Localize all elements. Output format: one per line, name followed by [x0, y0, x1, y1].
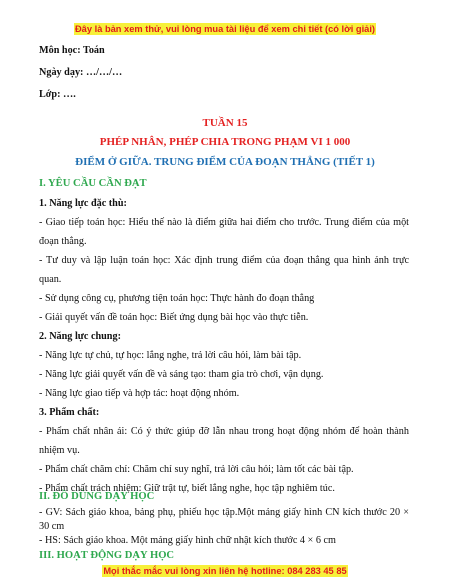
date-line: Ngày dạy: …/…/…: [39, 67, 123, 78]
list-item: - Sử dụng công cụ, phương tiện toán học: Thực hành đo đoạn thẳng: [39, 293, 315, 304]
list-item: 30 cm: [39, 521, 65, 532]
list-item: - HS: Sách giáo khoa. Một mảng giấy hình chữ nhật kích thước 4 × 6 cm: [39, 535, 336, 546]
section-3-heading: III. HOẠT ĐỘNG DẠY HỌC: [39, 550, 175, 561]
subsection-3-heading: 3. Phẩm chất:: [39, 407, 100, 418]
section-1-heading: I. YÊU CẦU CẦN ĐẠT: [39, 178, 147, 189]
week-title: TUẦN 15: [202, 117, 248, 129]
list-item: - Năng lực giải quyết vấn đề và sáng tạo: tham gia trò chơi, vận dụng.: [39, 369, 324, 380]
list-item: - Phẩm chất chăm chỉ: Chăm chỉ suy nghĩ, trả lời câu hỏi; làm tốt các bài tập.: [39, 464, 354, 475]
list-item: - Giải quyết vấn đề toán học: Biết ứng dụng bài học vào thực tiễn.: [39, 312, 309, 323]
class-line: Lớp: ….: [39, 89, 76, 100]
hotline-banner: [0, 566, 450, 576]
lesson-title: ĐIỂM Ở GIỮA. TRUNG ĐIỂM CỦA ĐOẠN THẲNG (TIẾT 1): [75, 156, 375, 168]
preview-notice-banner: [0, 24, 450, 34]
list-item: nhiệm vụ.: [39, 445, 80, 456]
list-item: - Phẩm chất trách nhiệm: Giữ trật tự, biết lắng nghe, học tập nghiêm túc.: [39, 483, 335, 494]
unit-title: PHÉP NHÂN, PHÉP CHIA TRONG PHẠM VI 1 000: [99, 136, 351, 148]
hotline-text: Mọi thắc mắc vui lòng xin liên hệ hotline: 084 283 45 85: [103, 566, 347, 576]
subsection-2-heading: 2. Năng lực chung:: [39, 331, 121, 342]
list-item: - Năng lực giao tiếp và hợp tác: hoạt động nhóm.: [39, 388, 240, 399]
list-item: quan.: [39, 274, 62, 285]
subject-line: Môn học: Toán: [39, 45, 105, 56]
list-item: - Phẩm chất nhân ái: Có ý thức giúp đỡ lẫn nhau trong hoạt động nhóm để hoàn thành: [39, 426, 409, 437]
list-item: - GV: Sách giáo khoa, bảng phụ, phiếu học tập.Một mảng giấy hình CN kích thước 20 ×: [39, 507, 409, 518]
subsection-1-heading: 1. Năng lực đặc thù:: [39, 198, 127, 209]
list-item: - Giao tiếp toán học: Hiểu thế nào là điểm giữa hai điểm cho trước. Trung điểm của một: [39, 217, 409, 228]
list-item: - Tư duy và lập luận toán học: Xác định trung điểm của đoạn thẳng qua hình ảnh trực: [39, 255, 409, 266]
list-item: - Năng lực tự chủ, tự học: lắng nghe, trả lời câu hỏi, làm bài tập.: [39, 350, 302, 361]
preview-notice-text: Đây là bản xem thử, vui lòng mua tài liệu để xem chi tiết (có lời giải): [74, 24, 376, 34]
list-item: đoạn thẳng.: [39, 236, 87, 247]
section-2-heading: II. ĐỒ DÙNG DẠY HỌC: [39, 491, 155, 502]
